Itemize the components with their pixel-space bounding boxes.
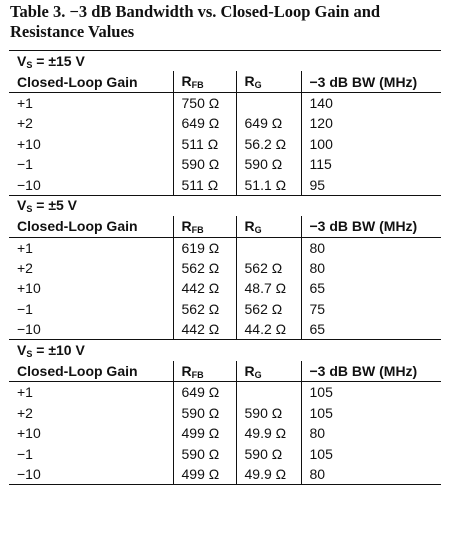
table-row	[9, 174, 441, 195]
table-row	[9, 154, 441, 174]
table-row	[9, 113, 441, 133]
cell-gain: −10	[17, 176, 41, 193]
cell-gain: +10	[17, 135, 41, 152]
section-title	[9, 195, 441, 216]
section-title	[9, 51, 441, 72]
cell-gain: +2	[17, 260, 33, 277]
cell-rg: 56.2 Ω	[236, 134, 301, 154]
cell-rfb: 442 Ω	[173, 319, 236, 340]
table-row	[9, 403, 441, 423]
cell-gain: +2	[17, 404, 33, 421]
header-rg	[236, 216, 301, 237]
cell-bw: 80	[301, 464, 441, 485]
cell-rg: 44.2 Ω	[236, 319, 301, 340]
cell-bw: 105	[301, 443, 441, 463]
table-row	[9, 237, 441, 258]
header-rg-main: R	[244, 73, 255, 90]
supply-symbol: V	[17, 52, 27, 69]
cell-bw: 65	[301, 278, 441, 298]
table-row	[9, 423, 441, 443]
header-rfb-sub: FB	[191, 80, 204, 91]
cell-gain: +1	[17, 384, 33, 401]
table-caption: Table 3. −3 dB Bandwidth vs. Closed-Loop Gain and Resistance Values	[10, 2, 381, 41]
cell-rfb: 590 Ω	[173, 154, 236, 174]
cell-gain: −1	[17, 300, 33, 317]
cell-rg	[236, 237, 301, 258]
cell-bw: 95	[301, 174, 441, 195]
cell-rfb: 511 Ω	[173, 174, 236, 195]
header-gain: Closed-Loop Gain	[9, 216, 173, 237]
supply-subscript: S	[26, 349, 33, 360]
cell-gain: −1	[17, 156, 33, 173]
header-rfb-sub: FB	[191, 369, 204, 380]
cell-rg: 49.9 Ω	[236, 464, 301, 485]
header-rg-sub: G	[254, 80, 262, 91]
section-title-row	[9, 340, 441, 361]
header-rg	[236, 71, 301, 92]
supply-value: = ±15 V	[32, 52, 85, 69]
header-rfb	[173, 216, 236, 237]
cell-rfb: 442 Ω	[173, 278, 236, 298]
header-rfb-main: R	[181, 362, 192, 379]
cell-rfb: 590 Ω	[173, 403, 236, 423]
section-title	[9, 340, 441, 361]
header-rg-sub: G	[254, 224, 262, 235]
header-rg-sub: G	[254, 369, 262, 380]
header-rg-main: R	[244, 217, 255, 234]
header-row	[9, 216, 441, 237]
cell-rfb: 562 Ω	[173, 258, 236, 278]
table-row	[9, 299, 441, 319]
table-row	[9, 443, 441, 463]
cell-bw: 115	[301, 154, 441, 174]
header-row	[9, 361, 441, 382]
cell-bw: 80	[301, 423, 441, 443]
section-title-row	[9, 51, 441, 72]
cell-rfb: 649 Ω	[173, 113, 236, 133]
cell-gain: −10	[17, 321, 41, 338]
supply-subscript: S	[26, 59, 33, 70]
header-rfb	[173, 71, 236, 92]
cell-gain: +10	[17, 425, 41, 442]
table-body	[9, 51, 441, 485]
cell-rg	[236, 92, 301, 113]
table-row	[9, 258, 441, 278]
cell-rg: 590 Ω	[236, 403, 301, 423]
cell-rg: 562 Ω	[236, 299, 301, 319]
supply-value: = ±10 V	[32, 342, 85, 359]
header-bw: −3 dB BW (MHz)	[301, 361, 441, 382]
header-rg	[236, 361, 301, 382]
cell-rfb: 750 Ω	[173, 92, 236, 113]
bandwidth-table	[9, 50, 441, 485]
cell-rg: 562 Ω	[236, 258, 301, 278]
cell-bw: 105	[301, 382, 441, 403]
cell-bw: 120	[301, 113, 441, 133]
cell-bw: 140	[301, 92, 441, 113]
header-gain: Closed-Loop Gain	[9, 71, 173, 92]
cell-rfb: 511 Ω	[173, 134, 236, 154]
cell-bw: 75	[301, 299, 441, 319]
cell-rg: 649 Ω	[236, 113, 301, 133]
cell-rfb: 590 Ω	[173, 443, 236, 463]
cell-bw: 80	[301, 258, 441, 278]
table-row	[9, 464, 441, 485]
cell-rfb: 649 Ω	[173, 382, 236, 403]
header-rfb	[173, 361, 236, 382]
table-row	[9, 319, 441, 340]
header-rfb-main: R	[181, 217, 192, 234]
cell-gain: −1	[17, 445, 33, 462]
cell-rg	[236, 382, 301, 403]
cell-gain: +10	[17, 280, 41, 297]
cell-bw: 100	[301, 134, 441, 154]
cell-bw: 65	[301, 319, 441, 340]
cell-bw: 105	[301, 403, 441, 423]
table-row	[9, 278, 441, 298]
supply-subscript: S	[26, 204, 33, 215]
table-row	[9, 382, 441, 403]
header-bw: −3 dB BW (MHz)	[301, 216, 441, 237]
cell-rg: 590 Ω	[236, 443, 301, 463]
cell-gain: +1	[17, 239, 33, 256]
cell-rg: 51.1 Ω	[236, 174, 301, 195]
header-bw: −3 dB BW (MHz)	[301, 71, 441, 92]
header-rg-main: R	[244, 362, 255, 379]
cell-gain: +1	[17, 94, 33, 111]
supply-symbol: V	[17, 342, 27, 359]
header-rfb-sub: FB	[191, 224, 204, 235]
cell-rfb: 619 Ω	[173, 237, 236, 258]
cell-rg: 48.7 Ω	[236, 278, 301, 298]
cell-rg: 49.9 Ω	[236, 423, 301, 443]
table-row	[9, 134, 441, 154]
cell-gain: +2	[17, 115, 33, 132]
table-row	[9, 92, 441, 113]
header-rfb-main: R	[181, 73, 192, 90]
cell-rfb: 562 Ω	[173, 299, 236, 319]
section-title-row	[9, 195, 441, 216]
cell-rfb: 499 Ω	[173, 423, 236, 443]
cell-gain: −10	[9, 464, 173, 485]
cell-rg: 590 Ω	[236, 154, 301, 174]
cell-bw: 80	[301, 237, 441, 258]
header-row	[9, 71, 441, 92]
header-gain: Closed-Loop Gain	[9, 361, 173, 382]
supply-value: = ±5 V	[32, 197, 78, 214]
supply-symbol: V	[17, 197, 27, 214]
cell-rfb: 499 Ω	[173, 464, 236, 485]
